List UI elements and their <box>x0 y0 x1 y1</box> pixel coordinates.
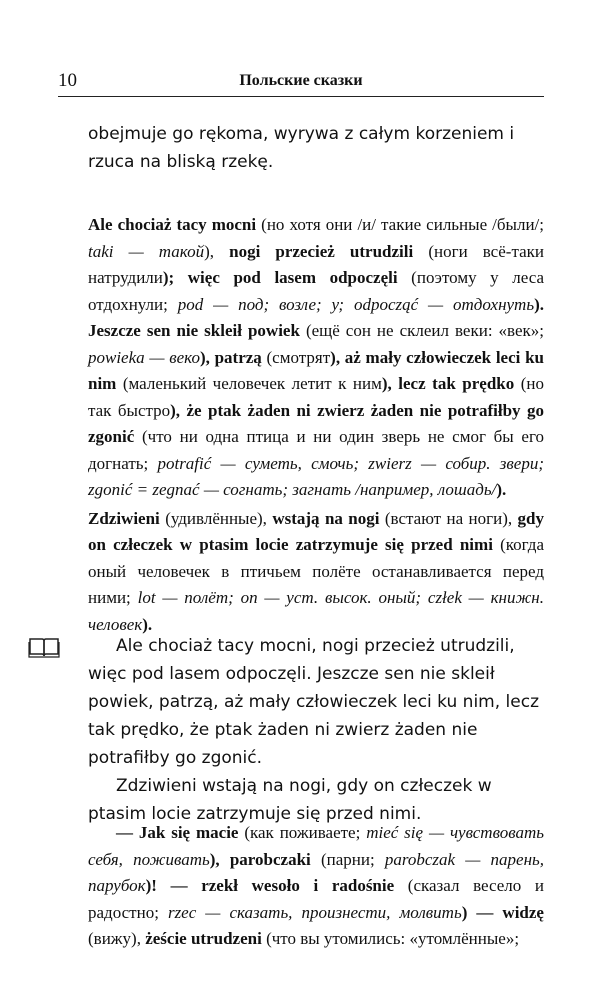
reading-paragraph-2: Zdziwieni wstają na nogi, gdy on człeczek w ptasim locie zatrzymuje się przed nimi. <box>88 776 492 824</box>
text-run: ). <box>496 480 507 499</box>
text-run: ), <box>204 241 230 261</box>
annotated-text <box>88 212 544 638</box>
intro-paragraph <box>88 120 544 176</box>
text-run: potrafić — суметь, смочь; zwierz — собир. звери; zgonić = zegnać — согнать; загнать /например, лошадь/ <box>88 453 544 499</box>
running-header <box>58 68 544 97</box>
text-run: powieka — веко <box>88 347 200 367</box>
text-run: (удивлённые), <box>159 508 273 528</box>
text-run: (ноги всё-таки натрудили <box>88 241 544 287</box>
text-run: Ale chociaż tacy mocni <box>88 215 257 234</box>
reading-paragraph-1: Ale chociaż tacy mocni, nogi przecież utrudzili, więc pod lasem odpoczęli. Jeszcze sen nie skleił powiek, patrzą, aż mały człowieczek leci ku nim, lecz tak prędko, że ptak żaden ni zwierz żaden nie potrafiłby go zgonić. <box>88 636 539 768</box>
text-run: ), patrzą <box>199 347 262 367</box>
text-run: (маленький человечек летит к ним <box>116 374 382 393</box>
text-run: ), aż mały człowieczek leci ku nim <box>88 347 544 393</box>
text-run: parobczak — парень, парубок <box>88 849 544 895</box>
annotated-paragraph-2 <box>88 506 544 639</box>
text-run: (как поживаете; <box>238 823 367 842</box>
text-run: gdy on człeczek w ptasim locie zatrzymuje się przed nimi <box>88 508 544 554</box>
text-run: mieć się — чувствовать себя, поживать <box>88 823 545 869</box>
text-run: ), lecz tak prędko <box>381 374 515 393</box>
text-run: żeście utrudzeni <box>145 929 262 948</box>
text-run: )! — rzekł wesoło i radośnie <box>145 876 395 895</box>
text-run: (смотрят <box>261 347 331 367</box>
dialogue-text <box>88 820 544 953</box>
text-run: (когда оный человечек в птичьем полёте останавливается перед ними; <box>88 535 544 607</box>
text-run: (парни; <box>310 849 385 869</box>
text-run: ). <box>142 614 153 634</box>
text-run: — Jak się macie <box>116 823 239 842</box>
text-run: (но так быстро <box>88 374 544 420</box>
text-run: (что вы утомились: «утомлённые»; <box>261 929 520 948</box>
text-run: nogi przecież utrudzili <box>229 241 414 261</box>
text-run: (ещё сон не склеил веки: «век»; <box>299 321 544 340</box>
text-run: (но хотя они /и/ такие сильные /были/; <box>256 215 544 234</box>
text-run: pod — под; возле; у; odpocząć — отдохнуть <box>177 294 535 314</box>
text-run: (вижу), <box>88 929 146 948</box>
text-run: (что ни одна птица и ни один зверь не смог бы его догнать; <box>88 427 544 473</box>
intro-text: obejmuje go rękoma, wyrywa z całym korzeniem i rzuca na bliską rzekę. <box>88 124 515 172</box>
text-run: ). Jeszcze sen nie skleił powiek <box>88 294 544 340</box>
text-run: (поэтому у леса отдохнули; <box>88 268 545 314</box>
text-run: lot — полёт; on — уст. высок. оный; człek — книжн. человек <box>88 588 544 634</box>
text-run: ) — widzę <box>461 902 544 922</box>
text-run: wstają na nogi <box>272 508 380 528</box>
reading-text <box>88 632 544 828</box>
page-number: 10 <box>58 70 77 91</box>
running-title: Польские сказки <box>239 72 363 89</box>
text-run: (встают на ноги), <box>379 508 518 528</box>
text-run: ), że ptak żaden ni zwierz żaden nie potrafiłby go zgonić <box>88 400 544 446</box>
annotated-paragraph-1 <box>88 212 544 504</box>
text-run: taki — такой <box>88 241 205 261</box>
text-run: ), parobczaki <box>209 849 311 869</box>
text-run: rzec — сказать, произнести, молвить <box>167 902 462 922</box>
text-run: (сказал весело и радостно; <box>88 876 544 922</box>
text-run: ); więc pod lasem odpoczęli <box>162 268 398 287</box>
text-run: Zdziwieni <box>88 508 160 528</box>
dialogue-paragraph-1 <box>88 820 544 953</box>
open-book-icon <box>28 636 60 658</box>
